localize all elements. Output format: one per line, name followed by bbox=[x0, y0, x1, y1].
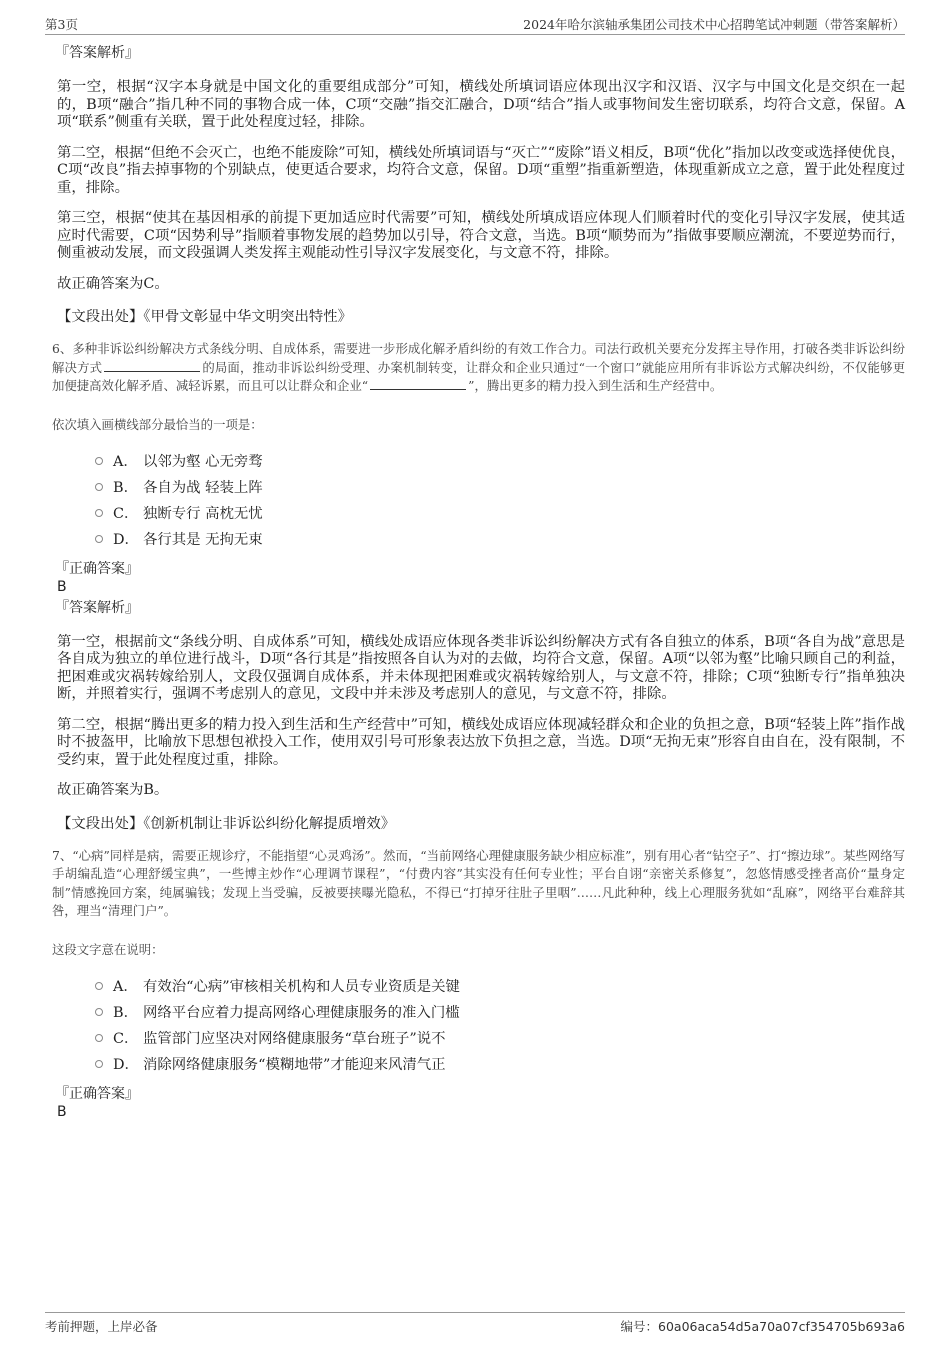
analysis-label: 『答案解析』 bbox=[55, 599, 139, 616]
page-content bbox=[52, 42, 905, 1122]
option-b[interactable]: B． 网络平台应着力提高网络心理健康服务的准入门槛 bbox=[95, 999, 905, 1025]
option-a[interactable]: A． 有效治“心病”审核相关机构和人员专业资质是关键 bbox=[95, 973, 905, 999]
analysis-paragraph: 第二空，根据“腾出更多的精力投入到生活和生产经营中”可知，横线处成语应体现减轻群众和企业的负担之意，B项“轻装上阵”指作战时不披盔甲，比喻放下思想包袱投入工作，使用双引号可形象表达放下负担之意，当选。D项“无拘无束”形容自由自在，没有限制，不受约束，置于此处程度过重，排除。 bbox=[57, 716, 905, 768]
radio-icon[interactable] bbox=[95, 483, 103, 491]
page-footer bbox=[45, 1312, 905, 1337]
option-c[interactable]: C． 独断专行 高枕无忧 bbox=[95, 500, 905, 526]
question-7-options bbox=[95, 973, 905, 1077]
analysis-paragraph: 第二空，根据“但绝不会灭亡，也绝不能废除”可知，横线处所填词语与“灭亡”“废除”语义相反，B项“优化”指加以改变或选择使优良，C项“改良”指去掉事物的个别缺点，使更适合要求，均符合文意，保留。D项“重塑”指重新塑造，体现重新成立之意，置于此处程度过重，排除。 bbox=[57, 144, 905, 196]
question-6-options bbox=[95, 448, 905, 552]
footer-slogan: 考前押题，上岸必备 bbox=[45, 1319, 158, 1334]
radio-icon[interactable] bbox=[95, 1008, 103, 1016]
question-6-prompt: 依次填入画横线部分最恰当的一项是： bbox=[52, 416, 263, 432]
fill-blank-1 bbox=[104, 360, 200, 372]
analysis-label: 『答案解析』 bbox=[55, 45, 139, 61]
analysis-paragraph: 第三空，根据“使其在基因相承的前提下更加适应时代需要”可知，横线处所填成语应体现人们顺着时代的变化引导汉字发展，使其适应时代需要，C项“因势利导”指顺着事物发展的趋势加以引导，符合文意，当选。B项“顺势而为”指做事要顺应潮流，不要逆势而行，侧重被动发展，而文段强调人类发挥主观能动性引导汉字发展变化，与文意不符，排除。 bbox=[57, 210, 905, 261]
option-d[interactable]: D． 各行其是 无拘无束 bbox=[95, 526, 905, 552]
radio-icon[interactable] bbox=[95, 535, 103, 543]
document-code: 编号：60a06aca54d5a70a07cf354705b693a6 bbox=[620, 1319, 905, 1334]
correct-answer-value: B bbox=[57, 1103, 67, 1120]
radio-icon[interactable] bbox=[95, 1034, 103, 1042]
source-citation: 【文段出处】《创新机制让非诉讼纠纷化解提质增效》 bbox=[57, 815, 396, 832]
question-6-stem: 6、多种非诉讼纠纷解决方式条线分明、自成体系，需要进一步形成化解矛盾纠纷的有效工作合力。司法行政机关要充分发挥主导作用，打破各类非诉讼纠纷解决方式 的局面，推动非诉讼纠纷受理、办案机制转变，让群众和企业只通过“一个窗口”就能应用所有非诉讼方式解决纠纷，不仅能够更加便捷高效化解矛盾、减轻诉累，而且可以让群众和企业“ ”，腾出更多的精力投入到生活和生产经营中。 bbox=[52, 341, 905, 393]
analysis-paragraph: 第一空，根据前文“条线分明、自成体系”可知，横线处成语应体现各类非诉讼纠纷解决方式有各自独立的体系，B项“各自为战”意思是各自成为独立的单位进行战斗，D项“各行其是”指按照各自认为对的去做，均符合文意，保留。A项“以邻为壑”比喻只顾自己的利益，把困难或灾祸转嫁给别人，文段仅强调自成体系，并未体现把困难或灾祸转嫁给别人，与文意不符，排除；C项“独断专行”指单独决断，并照着实行，强调不考虑别人的意见，文段中并未涉及考虑别人的意见，与文意不符，排除。 bbox=[57, 633, 905, 702]
document-title: 2024年哈尔滨轴承集团公司技术中心招聘笔试冲刺题（带答案解析） bbox=[523, 17, 905, 32]
correct-answer-label: 『正确答案』 bbox=[55, 1085, 139, 1102]
analysis-conclusion: 故正确答案为C。 bbox=[57, 275, 169, 292]
radio-icon[interactable] bbox=[95, 509, 103, 517]
correct-answer-value: B bbox=[57, 578, 67, 595]
page-header bbox=[45, 12, 905, 35]
radio-icon[interactable] bbox=[95, 982, 103, 990]
page-number: 第3页 bbox=[45, 17, 78, 32]
question-7-prompt: 这段文字意在说明： bbox=[52, 941, 164, 957]
correct-answer-label: 『正确答案』 bbox=[55, 560, 139, 577]
option-c[interactable]: C． 监管部门应坚决对网络健康服务“草台班子”说不 bbox=[95, 1025, 905, 1051]
radio-icon[interactable] bbox=[95, 457, 103, 465]
source-citation: 【文段出处】《甲骨文彰显中华文明突出特性》 bbox=[57, 309, 353, 325]
question-7-stem: 7、“心病”同样是病，需要正规诊疗，不能指望“心灵鸡汤”。然而，“当前网络心理健康服务缺少相应标准”，别有用心者“钻空子”、打“擦边球”。某些网络写手胡编乱造“心理舒缓宝典”，一些博主炒作“心理调节课程”，“付费内容”其实没有任何专业性；平台自诩“亲密关系修复”，忽悠情感受挫者高价“量身定制”情感挽回方案，纯属骗钱；发现上当受骗，反被要挟曝光隐私，不得已“打掉牙往肚子里咽”……凡此种种，线上心理服务犹如“乱麻”，网络平台难辞其咎，理当“清理门户”。 bbox=[52, 847, 905, 918]
analysis-conclusion: 故正确答案为B。 bbox=[57, 782, 169, 798]
option-a[interactable]: A． 以邻为壑 心无旁骛 bbox=[95, 448, 905, 474]
option-b[interactable]: B． 各自为战 轻装上阵 bbox=[95, 474, 905, 500]
fill-blank-2 bbox=[370, 378, 466, 390]
option-d[interactable]: D． 消除网络健康服务“模糊地带”才能迎来风清气正 bbox=[95, 1051, 905, 1077]
analysis-paragraph: 第一空，根据“汉字本身就是中国文化的重要组成部分”可知，横线处所填词语应体现出汉字和汉语、汉字与中国文化是交织在一起的，B项“融合”指几种不同的事物合成一体，C项“交融”指交汇融合，D项“结合”指人或事物间发生密切联系，均符合文意，保留。A项“联系”侧重有关联，置于此处程度过轻，排除。 bbox=[57, 79, 905, 130]
radio-icon[interactable] bbox=[95, 1060, 103, 1068]
